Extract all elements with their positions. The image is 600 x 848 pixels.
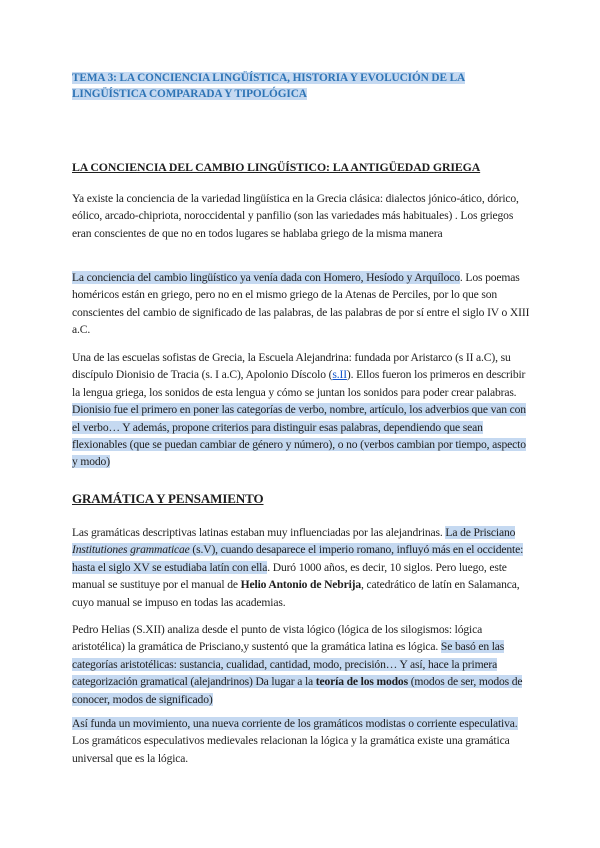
paragraph-text: Las gramáticas descriptivas latinas estaban muy influenciadas por las alejandrinas. — [72, 526, 446, 539]
highlight-text: Dionisio fue el primero en poner las categorías de verbo, nombre, artículo, los adverbios que van con el verbo… Y además, propone criterios para distinguir esas palabras, dependiendo que sean flexionables (que se puedan cambiar de género y número), o no (verbos cambian por tiempo, aspecto y modo) — [72, 403, 526, 469]
highlight-text: (modos de ser, modos de conocer, modos de significado) — [72, 675, 523, 706]
highlight-italic-title: Institutiones grammaticae — [72, 543, 190, 557]
paragraph-text: Una de las escuelas sofistas de Grecia, la Escuela Alejandrina: fundada por Aristarco (s II a.C), su discípulo Dionisio de Tracia (s. I a.C), Apolonio Díscolo ( — [72, 351, 511, 382]
paragraph-text: . Los poemas homéricos están en griego, pero no en el mismo griego de la Atenas de Perciles, por lo que son conscientes del cambio de significado de las palabras, de las palabras de por sí entre el siglo IV o XIII a.C. — [72, 271, 530, 337]
section-heading-cambio-linguistico: LA CONCIENCIA DEL CAMBIO LINGÜÍSTICO: LA ANTIGÜEDAD GRIEGA — [72, 160, 481, 174]
paragraph-text: , catedrático de latín en Salamanca, cuyo manual se impuso en todas las academias. — [72, 578, 520, 609]
paragraph-conciencia-cambio — [72, 269, 530, 339]
paragraph-gramaticos-modistas — [72, 715, 530, 767]
paragraph-escuela-alejandrina — [72, 349, 530, 471]
bold-teoria-modos: teoría de los modos — [315, 675, 408, 689]
bold-name-nebrija: Helio Antonio de Nebrija — [240, 578, 362, 592]
highlight-text: La conciencia del cambio lingüístico ya venía dada con Homero, Hesíodo y Arquíloco — [72, 271, 460, 284]
document-title: TEMA 3: LA CONCIENCIA LINGÜÍSTICA, HISTORIA Y EVOLUCIÓN DE LA LINGÜÍSTICA COMPARADA Y TIPOLÓGICA — [72, 72, 466, 100]
paragraph-gramaticas-latinas — [72, 524, 530, 611]
paragraph-text: Pedro Helias (S.XII) analiza desde el punto de vista lógico (lógica de los silogismos: lógica aristotélica) la gramática de Prisciano,y sustentó que la gramática latina es lógica. — [72, 623, 483, 654]
century-link[interactable]: s.II — [332, 368, 347, 382]
highlight-text: Se basó en las categorías aristotélicas: sustancia, cualidad, cantidad, modo, precisión… Y así, hace la primera categorización gramatical (alejandrinos) Da lugar a la — [72, 640, 505, 689]
paragraph-text: ). Ellos fueron los primeros en describir la lengua griega, los sonidos de esta lengua y cómo se juntan los sonidos para poder crear palabras. — [72, 368, 526, 399]
highlight-text: (s.V), cuando desaparece el imperio romano, influyó más en el occidente: hasta el siglo XV se estudiaba latín con ella — [72, 543, 524, 574]
paragraph-text: Los gramáticos especulativos medievales relacionan la lógica y la gramática existe una gramática universal que es la lógica. — [72, 734, 510, 765]
highlight-text: Así funda un movimiento, una nueva corriente de los gramáticos modistas o corriente especulativa. — [72, 717, 518, 730]
highlight-text: La de Prisciano — [445, 526, 516, 539]
paragraph-variedad-linguistica: Ya existe la conciencia de la variedad lingüística en la Grecia clásica: dialectos jónico-ático, dórico, eólico, arcado-chipriota, noroccidental y panfilio (son las variedades más habituales) . Los griegos eran conscientes de que no en todos lugares se hablaba griego de la misma manera — [72, 192, 519, 240]
section-heading-gramatica-pensamiento: GRAMÁTICA Y PENSAMIENTO — [72, 491, 264, 506]
paragraph-text: . Duró 1000 años, es decir, 10 siglos. Pero luego, este manual se sustituye por el manual de — [72, 560, 507, 592]
paragraph-pedro-helias — [72, 621, 530, 708]
